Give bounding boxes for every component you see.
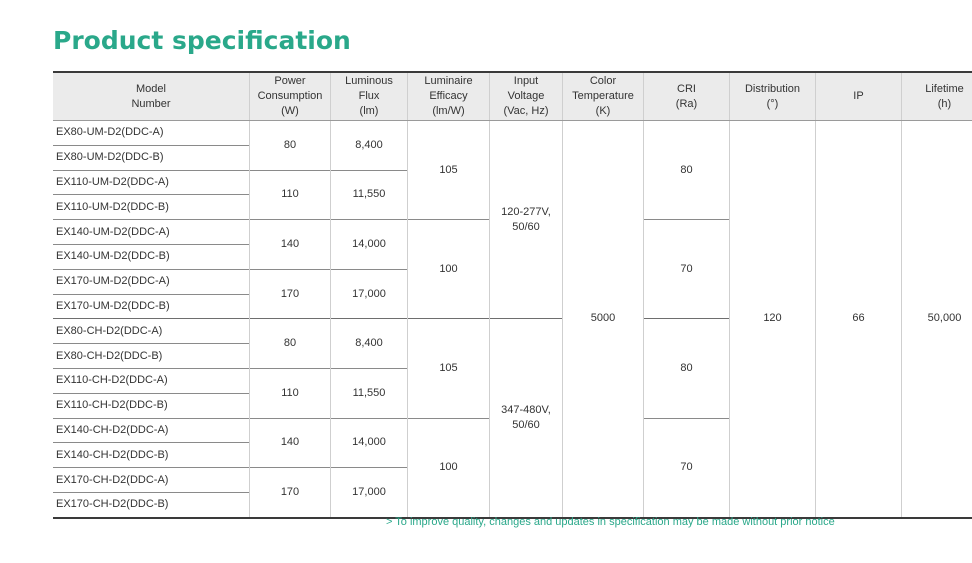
ip-cell: 66 (816, 121, 902, 518)
model-number-cell: EX170-CH-D2(DDC-A) (53, 468, 250, 493)
flux-cell: 17,000 (331, 468, 408, 518)
voltage-line: 50/60 (512, 419, 540, 432)
header-line: Flux (358, 90, 380, 102)
header-line: IP (853, 90, 864, 102)
header-line: Voltage (507, 90, 545, 102)
header-line: (h) (937, 97, 952, 110)
voltage-line: 120-277V, (501, 205, 551, 218)
lifetime-cell: 50,000 (902, 121, 972, 518)
header-line: (W) (281, 105, 299, 117)
flux-cell: 14,000 (331, 418, 408, 468)
flux-cell: 11,550 (331, 170, 408, 220)
distribution-cell: 120 (730, 121, 816, 518)
model-number-cell: EX170-UM-D2(DDC-A) (53, 269, 250, 294)
power-cell: 110 (250, 170, 331, 220)
header-color-temperature (563, 72, 644, 121)
voltage-cell (490, 121, 563, 319)
header-line: Model (136, 82, 166, 95)
cri-cell: 70 (644, 418, 730, 518)
voltage-line: 347-480V, (501, 404, 551, 417)
cri-cell: 80 (644, 319, 730, 418)
model-number-cell: EX140-UM-D2(DDC-A) (53, 220, 250, 245)
flux-cell: 11,550 (331, 368, 408, 418)
power-cell: 80 (250, 319, 331, 369)
color-temp-cell: 5000 (563, 121, 644, 518)
model-number-cell: EX110-CH-D2(DDC-A) (53, 368, 250, 393)
power-cell: 140 (250, 418, 331, 468)
model-number-cell: EX140-CH-D2(DDC-A) (53, 418, 250, 443)
model-number-cell: EX110-CH-D2(DDC-B) (53, 393, 250, 418)
header-line: CRI (677, 82, 696, 95)
power-cell: 140 (250, 220, 331, 270)
header-line: Number (131, 97, 171, 110)
model-number-cell: EX170-UM-D2(DDC-B) (53, 294, 250, 319)
flux-cell: 17,000 (331, 269, 408, 319)
header-power-consumption (250, 72, 331, 121)
power-cell: 80 (250, 121, 331, 171)
power-cell: 110 (250, 368, 331, 418)
footnote: > To improve quality, changes and updates in specification may be made without prior notice (386, 516, 835, 528)
model-number-cell: EX80-UM-D2(DDC-A) (56, 126, 164, 139)
header-line: (lm) (359, 105, 379, 117)
model-number-cell: EX80-UM-D2(DDC-B) (53, 145, 250, 170)
cri-cell: 80 (644, 121, 730, 220)
header-line: Consumption (257, 90, 323, 102)
header-luminaire-efficacy (408, 72, 490, 121)
header-line: Color (589, 75, 617, 87)
page-title: Product specification (53, 26, 351, 55)
header-line: (Ra) (675, 97, 698, 110)
header-line: (°) (766, 97, 779, 110)
model-number-cell: EX170-CH-D2(DDC-B) (53, 492, 250, 517)
header-row (53, 72, 972, 121)
voltage-cell (490, 319, 563, 518)
model-number-cell: EX110-UM-D2(DDC-B) (53, 195, 250, 220)
header-luminous-flux (331, 72, 408, 121)
model-number-cell: EX80-CH-D2(DDC-B) (53, 344, 250, 369)
flux-cell: 8,400 (331, 319, 408, 369)
header-line: Distribution (744, 82, 801, 95)
table-row (53, 121, 972, 146)
model-number-cell: EX140-CH-D2(DDC-B) (53, 443, 250, 468)
model-number-cell: EX80-CH-D2(DDC-A) (53, 319, 250, 344)
header-distribution (730, 72, 816, 121)
header-line: Temperature (572, 90, 634, 102)
header-ip (816, 72, 902, 121)
efficacy-cell: 100 (408, 418, 490, 518)
cri-cell: 70 (644, 220, 730, 319)
header-line: Lifetime (925, 82, 964, 95)
efficacy-cell: 105 (408, 121, 490, 220)
header-input-voltage (490, 72, 563, 121)
header-line: Input (513, 75, 539, 87)
model-number-cell: EX140-UM-D2(DDC-B) (53, 244, 250, 269)
header-line: (Vac, Hz) (503, 105, 549, 117)
header-line: Power (274, 75, 306, 87)
flux-cell: 8,400 (331, 121, 408, 171)
header-lifetime (902, 72, 972, 121)
model-number-cell: EX110-UM-D2(DDC-A) (53, 170, 250, 195)
header-line: Luminaire (424, 75, 473, 87)
header-line: Luminous (345, 75, 393, 87)
spec-table (53, 71, 972, 519)
efficacy-cell: 100 (408, 220, 490, 319)
header-line: (lm/W) (432, 105, 465, 117)
header-cri (644, 72, 730, 121)
power-cell: 170 (250, 468, 331, 518)
power-cell: 170 (250, 269, 331, 319)
header-line: (K) (595, 105, 611, 117)
header-line: Efficacy (429, 90, 468, 102)
header-model-number (53, 72, 250, 121)
flux-cell: 14,000 (331, 220, 408, 270)
voltage-line: 50/60 (512, 220, 540, 233)
efficacy-cell: 105 (408, 319, 490, 418)
